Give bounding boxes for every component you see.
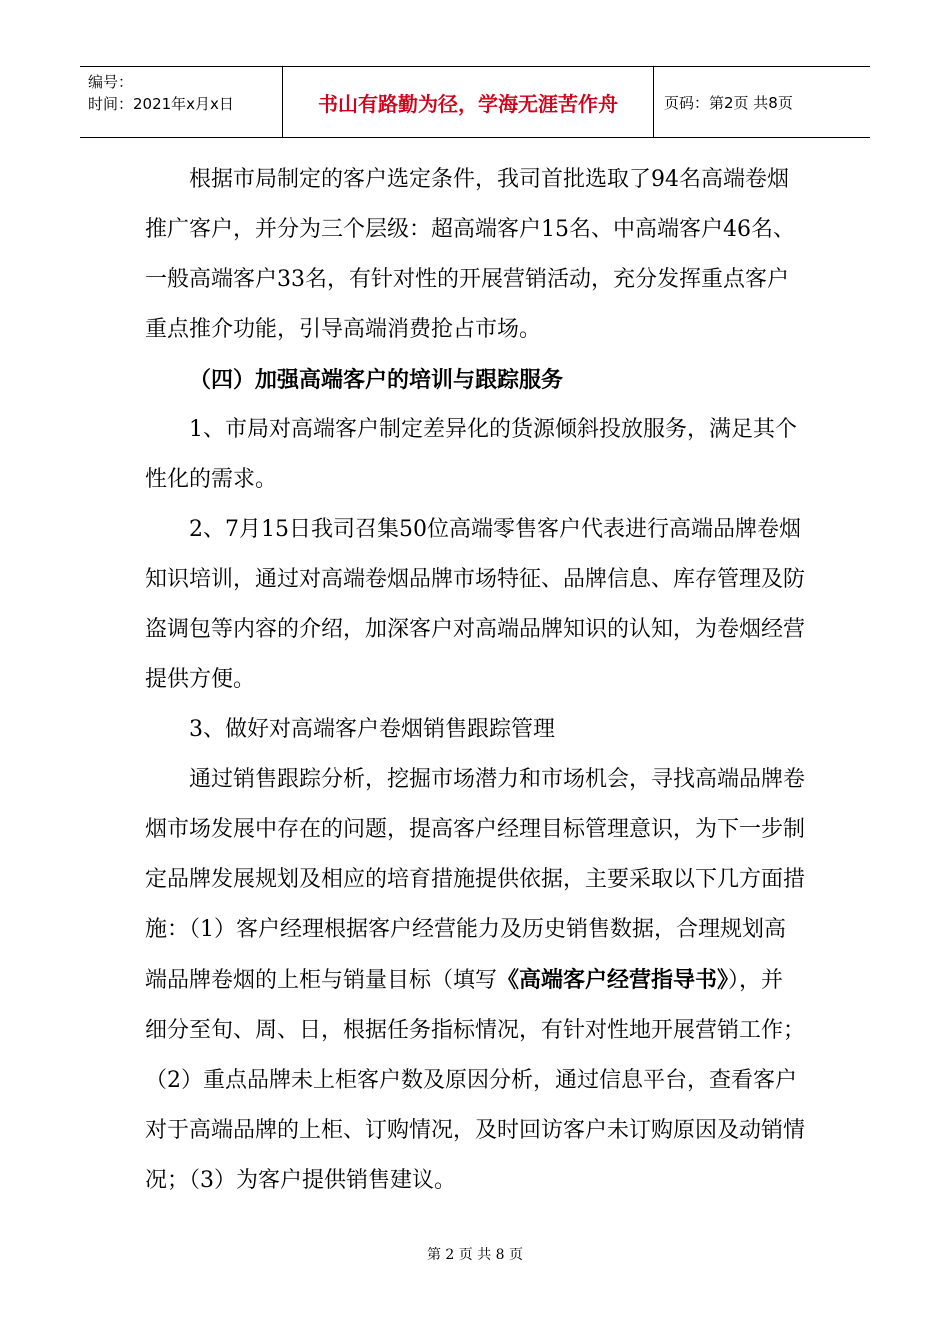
page-footer: 第 2 页 共 8 页	[426, 1247, 524, 1263]
section-heading-4: （四）加强高端客户的培训与跟踪服务	[189, 367, 564, 393]
paragraph-sales-tracking-part1: 通过销售跟踪分析，挖掘市场潜力和市场机会，寻找高端品牌卷烟市场发展中存在的问题，提高客户经理目标管理意识，为下一步制定品牌发展规划及相应的培育措施提供依据，主要采取以下几方面措施：（1）客户经理根据客户经营能力及历史销售数据，合理规划高端品牌卷烟的上柜与销量目标（填写	[145, 767, 806, 993]
page-header	[80, 66, 870, 138]
paragraph-sales-tracking-part2: ），并细分至旬、周、日，根据任务指标情况，有针对性地开展营销工作；（2）重点品牌未上柜客户数及原因分析，通过信息平台，查看客户对于高端品牌的上柜、订购情况，及时回访客户未订购原因及动销情况；（3）为客户提供销售建议。	[145, 968, 806, 1193]
header-page-number: 页码：第2页 共8页	[664, 93, 793, 112]
paragraph-customer-selection: 根据市局制定的客户选定条件，我司首批选取了94名高端卷烟推广客户，并分为三个层级：超高端客户15名、中高端客户46名、一般高端客户33名，有针对性的开展营销活动，充分发挥重点客户重点推介功能，引导高端消费抢占市场。	[145, 167, 795, 342]
paragraph-sales-tracking	[145, 755, 805, 1206]
guide-book-title: 《高端客户经营指导书》	[497, 967, 729, 993]
list-item-3: 3、做好对高端客户卷烟销售跟踪管理	[189, 717, 555, 742]
header-meta	[80, 67, 282, 137]
doc-date-label: 时间：2021年x月x日	[88, 95, 234, 113]
list-item-2: 2、7月15日我司召集50位高端零售客户代表进行高端品牌卷烟知识培训，通过对高端卷烟品牌市场特征、品牌信息、库存管理及防盗调包等内容的介绍，加深客户对高端品牌知识的认知，为卷烟经营提供方便。	[145, 517, 806, 692]
document-body	[145, 155, 805, 1206]
doc-number-label: 编号：	[88, 73, 134, 91]
header-motto: 书山有路勤为径，学海无涯苦作舟	[282, 67, 654, 137]
list-item-1: 1、市局对高端客户制定差异化的货源倾斜投放服务，满足其个性化的需求。	[145, 417, 797, 492]
